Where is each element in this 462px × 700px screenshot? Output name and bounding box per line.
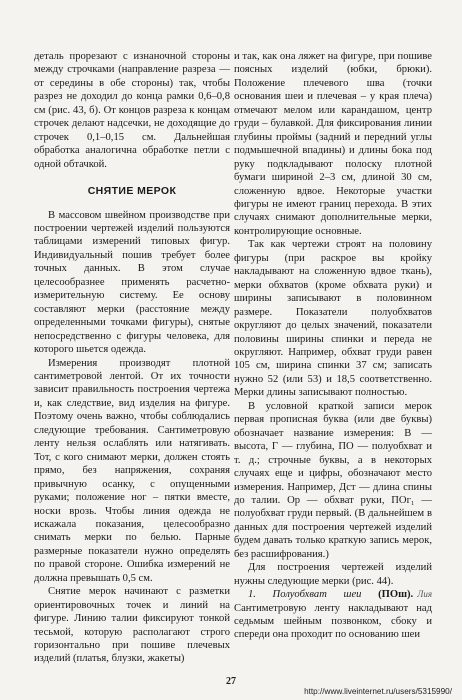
paragraph: и так, как она ляжет на фигуре, при пошиве поясных изделий (юбки, брюки). Положение плечевого шва (точки основания шеи и плечевая – у края плеча) отмечают мелом или карандашом, центр груди – булавкой. Для фиксирования линии глубины проймы (задний и передний углы подмышечной впадины) и длины бока под руку подкладывают полоску плотной бумаги шириной 2–3 см, длиной 30 см, сложенную вдвое. Некоторые участки фигуры не имеют границ перехода. В этих случаях снимают дополнительные мерки, контролирующие основные. <box>234 51 432 237</box>
paragraph: В условной краткой записи мерок первая прописная буква (или две буквы) обозначает название измерения: В — высота, Г — глубина, ПО — полуобхват и т. д.; строчные буквы, а в некоторых случаях еще и цифры, обозначают место измерения. Например, Дст — длина спины до талии. Ор — обхват руки, ПОг₁ — полуобхват груди первый. (В дальнейшем в данных для построения чертежей изделий будем давать только краткую запись мерок, без расшифрования.) <box>234 400 432 560</box>
source-watermark: http://www.liveinternet.ru/users/5315990/ <box>304 687 452 696</box>
section-heading: СНЯТИЕ МЕРОК <box>87 185 177 198</box>
left-column <box>34 50 230 666</box>
paragraph: Так как чертежи строят на половину фигуры (при раскрое вы кройку накладывают на сложенную вдвое ткань), мерки обхватов (кроме обхвата руки) и ширины записывают в половинном размере. Показатели полуобхватов округляют до целых значений, показатели половины ширины спинки и переда не округляют. Например, обхват груди равен 105 см, ширина спинки 37 см; записать нужно 52 (или 53) и 18,5 соответственно. Мерки длины записывают полностью. <box>234 239 432 399</box>
measurement-item <box>234 588 432 642</box>
measurement-code: (ПОш). <box>378 589 414 601</box>
paragraph: Снятие мерок начинают с разметки ориентировочных точек и линий на фигуре. Линию талии фиксируют тонкой тесьмой, которую располагают строго горизонтально при пошиве плечевых изделий (платья, блузки, жакеты) <box>34 586 230 665</box>
handwritten-mark: Лия <box>417 589 432 600</box>
paragraph: деталь прорезают с изнаночной стороны между строчками (направление разреза — от середины в обе стороны) так, чтобы разрез не доходил до конца рамки 0,6–0,8 см (рис. 43, б). От концов разреза к концам строчек делают надсечки, не доходящие до строчек 0,1–0,15 см. Дальнейшая обработка аналогична обработке петли с одной обтачкой. <box>34 51 230 170</box>
paragraph: Измерения производят плотной сантиметровой лентой. От их точности зависит правильность построения чертежа и, как следствие, вид изделия на фигуре. Поэтому очень важно, чтобы соблюдались следующие требования. Сантиметровую ленту нельзя ослаблять или натягивать. Тот, с кого снимают мерки, должен стоять прямо, без напряжения, сохраняя привычную осанку, с опущенными руками; положение ног – пятки вместе, носки врозь. Чтобы линия одежда не искажала показания, целесообразно снимать мерки по белью. Парные размерные показатели нужно определять по правой стороне. Ошибка измерений не должна превышать 0,5 см. <box>34 357 230 584</box>
paragraph: В массовом швейном производстве при построении чертежей изделий пользуются таблицами измерений типовых фигур. Индивидуальный пошив требует более точных данных. В этом случае целесообразнее применять расчетно-измерительную систему. Ее основу составляют мерки (расстояние между определенными точками фигуры), снятые непосредственно с фигуры человека, для которого шьется одежда. <box>34 209 230 356</box>
measurement-label: 1. Полуобхват шеи <box>248 589 362 601</box>
right-column <box>234 50 432 642</box>
page-number: 27 <box>226 676 236 687</box>
measurement-text: Сантиметровую ленту накладывают над седьмым шейным позвонком, сбоку и спереди она проходит по основанию шеи <box>234 602 432 641</box>
paragraph: Для построения чертежей изделий нужны следующие мерки (рис. 44). <box>234 562 432 587</box>
